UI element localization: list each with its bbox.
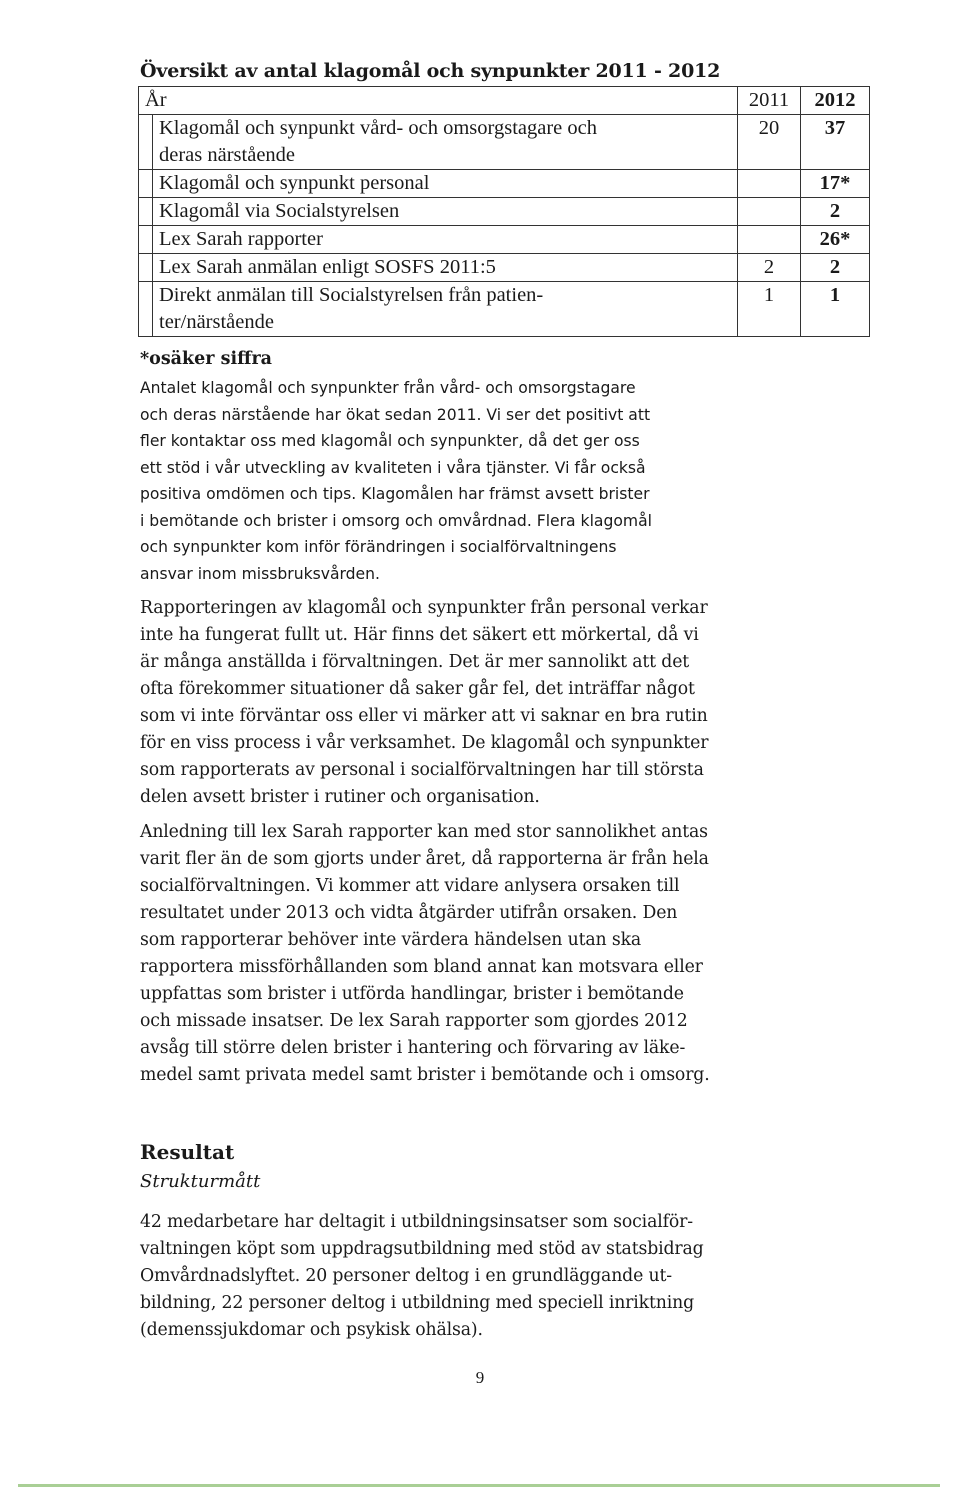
text-line: Antalet klagomål och synpunkter från vård- och omsorgstagare: [140, 379, 636, 397]
text-line: resultatet under 2013 och vidta åtgärder utifrån orsaken. Den: [140, 903, 678, 923]
row-value-2012: 37: [801, 115, 870, 170]
text-line: rapportera missförhållanden som bland annat kan motsvara eller: [140, 957, 703, 977]
row-value-2012: 17*: [801, 170, 870, 198]
table-row: [139, 282, 870, 337]
header-2011: 2011: [738, 87, 801, 115]
text-line: fler kontaktar oss med klagomål och synpunkter, då det ger oss: [140, 432, 640, 450]
text-line: är många anställda i förvaltningen. Det är mer sannolikt att det: [140, 652, 690, 672]
text-line: socialförvaltningen. Vi kommer att vidare anlysera orsaken till: [140, 876, 680, 896]
text-line: som rapporterats av personal i socialförvaltningen har till största: [140, 760, 704, 780]
text-line: Omvårdnadslyftet. 20 personer deltog i en grundläggande ut-: [140, 1266, 672, 1286]
row-value-2012: 26*: [801, 226, 870, 254]
text-line: positiva omdömen och tips. Klagomålen har främst avsett brister: [140, 485, 650, 503]
text-line: i bemötande och brister i omsorg och omvårdnad. Flera klagomål: [140, 511, 652, 530]
text-line: 42 medarbetare har deltagit i utbildningsinsatser som socialför-: [140, 1212, 693, 1232]
section-title: Resultat: [140, 1140, 235, 1164]
row-label: [153, 170, 738, 198]
row-indent: [139, 226, 153, 254]
row-value-2011: 20: [738, 115, 801, 170]
row-label-line: Klagomål via Socialstyrelsen: [159, 200, 400, 222]
row-label: [153, 282, 738, 337]
row-value-2012: 2: [801, 254, 870, 282]
row-label-line: Klagomål och synpunkt personal: [159, 172, 430, 194]
row-value-2011: [738, 226, 801, 254]
row-value-2011: [738, 170, 801, 198]
row-label-line: Lex Sarah rapporter: [159, 228, 323, 250]
text-line: bildning, 22 personer deltog i utbildning med speciell inriktning: [140, 1293, 695, 1313]
row-indent: [139, 170, 153, 198]
table-row: [139, 170, 870, 198]
row-label: [153, 115, 738, 170]
text-line: ofta förekommer situationer då saker går fel, det inträffar något: [140, 679, 695, 699]
row-value-2011: [738, 198, 801, 226]
text-line: och deras närstående har ökat sedan 2011. Vi ser det positivt att: [140, 405, 651, 424]
paragraph-1: [140, 375, 870, 587]
uncertain-note: *osäker siffra: [140, 349, 273, 369]
text-line: ett stöd i vår utveckling av kvaliteten i våra tjänster. Vi får också: [140, 458, 646, 477]
table-row: [139, 226, 870, 254]
text-line: för en viss process i vår verksamhet. De klagomål och synpunkter: [140, 733, 709, 753]
text-line: Rapporteringen av klagomål och synpunkter från personal verkar: [140, 598, 708, 618]
text-line: valtningen köpt som uppdragsutbildning med stöd av statsbidrag: [140, 1239, 704, 1259]
paragraph-2: [140, 595, 870, 811]
row-label-line: Direkt anmälan till Socialstyrelsen från patien-: [159, 284, 544, 306]
page-number: 9: [475, 1368, 485, 1387]
text-line: Anledning till lex Sarah rapporter kan med stor sannolikhet antas: [140, 822, 708, 842]
row-indent: [139, 282, 153, 337]
complaints-table: [138, 86, 870, 337]
row-label-line: ter/närstående: [159, 311, 274, 333]
text-line: ansvar inom missbruksvården.: [140, 564, 380, 583]
row-label: [153, 226, 738, 254]
table-header-row: [139, 87, 870, 115]
row-value-2011: 2: [738, 254, 801, 282]
text-line: delen avsett brister i rutiner och organisation.: [140, 787, 540, 807]
row-value-2012: 2: [801, 198, 870, 226]
text-line: varit fler än de som gjorts under året, då rapporterna är från hela: [140, 849, 709, 869]
row-label-line: deras närstående: [159, 144, 296, 166]
text-line: och missade insatser. De lex Sarah rapporter som gjordes 2012: [140, 1011, 688, 1031]
text-line: inte ha fungerat fullt ut. Här finns det säkert ett mörkertal, då vi: [140, 625, 699, 645]
row-value-2011: 1: [738, 282, 801, 337]
row-label: [153, 198, 738, 226]
result-paragraph: [140, 1209, 870, 1344]
paragraph-3: [140, 819, 870, 1089]
row-indent: [139, 115, 153, 170]
header-label: År: [139, 87, 738, 115]
header-2012: 2012: [801, 87, 870, 115]
text-line: som rapporterar behöver inte värdera händelsen utan ska: [140, 930, 642, 950]
row-label-line: Klagomål och synpunkt vård- och omsorgstagare och: [159, 117, 597, 139]
text-line: uppfattas som brister i utförda handlingar, brister i bemötande: [140, 984, 684, 1004]
table-row: [139, 115, 870, 170]
row-value-2012: 1: [801, 282, 870, 337]
row-label: [153, 254, 738, 282]
row-indent: [139, 254, 153, 282]
page-content: [140, 56, 870, 1352]
table-row: [139, 198, 870, 226]
table-heading: Översikt av antal klagomål och synpunkter 2011 - 2012: [140, 60, 721, 82]
text-line: som vi inte förväntar oss eller vi märker att vi saknar en bra rutin: [140, 706, 708, 726]
text-line: (demenssjukdomar och psykisk ohälsa).: [140, 1320, 483, 1340]
footer-rule: [18, 1484, 940, 1487]
text-line: avsåg till större delen brister i hantering och förvaring av läke-: [140, 1038, 686, 1058]
text-line: medel samt privata medel samt brister i bemötande och i omsorg.: [140, 1065, 710, 1085]
table-row: [139, 254, 870, 282]
subsection-title: Strukturmått: [140, 1171, 261, 1192]
row-label-line: Lex Sarah anmälan enligt SOSFS 2011:5: [159, 256, 496, 278]
text-line: och synpunkter kom inför förändringen i socialförvaltningens: [140, 538, 617, 556]
row-indent: [139, 198, 153, 226]
